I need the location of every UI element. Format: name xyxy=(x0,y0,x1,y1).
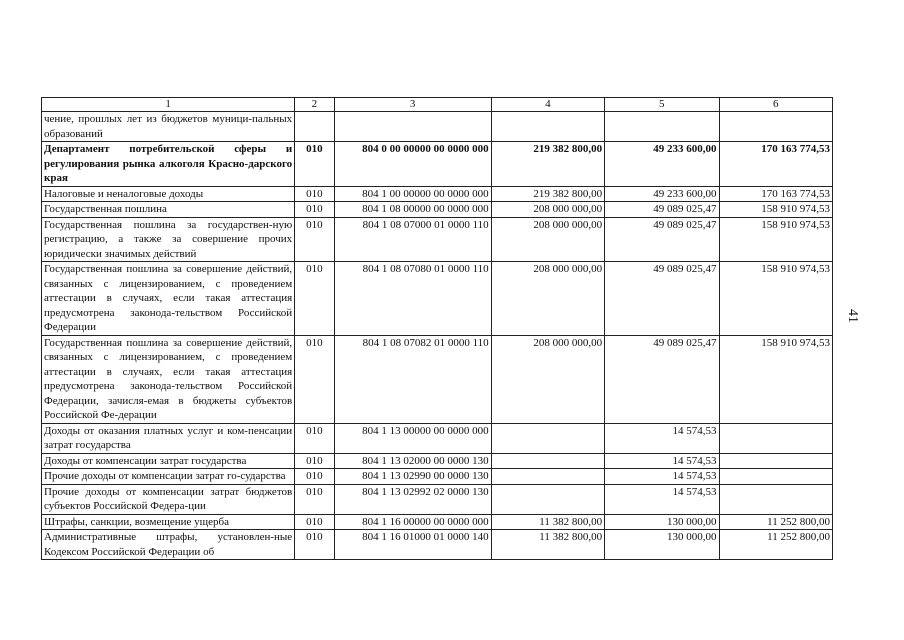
row-plan-cell xyxy=(491,453,604,469)
row-remaining-cell xyxy=(719,112,832,142)
row-code-cell: 010 xyxy=(295,335,334,423)
header-col-2: 2 xyxy=(295,98,334,112)
header-col-3: 3 xyxy=(334,98,491,112)
page-number: 41 xyxy=(845,309,860,323)
row-code-cell: 010 xyxy=(295,453,334,469)
row-code-cell: 010 xyxy=(295,484,334,514)
row-code-cell: 010 xyxy=(295,262,334,336)
row-code-cell: 010 xyxy=(295,142,334,187)
row-executed-cell: 14 574,53 xyxy=(605,453,719,469)
table-row xyxy=(42,142,833,187)
row-plan-cell: 208 000 000,00 xyxy=(491,335,604,423)
row-kbk-cell: 804 1 16 00000 00 0000 000 xyxy=(334,514,491,530)
table-row xyxy=(42,530,833,560)
row-remaining-cell xyxy=(719,469,832,485)
row-plan-cell: 208 000 000,00 xyxy=(491,202,604,218)
row-plan-cell: 11 382 800,00 xyxy=(491,530,604,560)
row-plan-cell: 208 000 000,00 xyxy=(491,262,604,336)
row-remaining-cell: 158 910 974,53 xyxy=(719,335,832,423)
row-executed-cell: 14 574,53 xyxy=(605,423,719,453)
row-executed-cell: 49 233 600,00 xyxy=(605,186,719,202)
table-row xyxy=(42,335,833,423)
row-name-cell: Прочие доходы от компенсации затрат го-сударства xyxy=(42,469,295,485)
table-header-row xyxy=(42,98,833,112)
row-code-cell xyxy=(295,112,334,142)
row-kbk-cell: 804 1 13 00000 00 0000 000 xyxy=(334,423,491,453)
row-kbk-cell: 804 1 13 02000 00 0000 130 xyxy=(334,453,491,469)
table-row xyxy=(42,262,833,336)
row-kbk-cell: 804 1 00 00000 00 0000 000 xyxy=(334,186,491,202)
row-remaining-cell: 158 910 974,53 xyxy=(719,202,832,218)
row-kbk-cell: 804 1 08 07000 01 0000 110 xyxy=(334,217,491,262)
row-code-cell: 010 xyxy=(295,530,334,560)
row-plan-cell: 219 382 800,00 xyxy=(491,142,604,187)
row-plan-cell xyxy=(491,469,604,485)
row-executed-cell: 14 574,53 xyxy=(605,484,719,514)
row-name-cell: Государственная пошлина за совершение действий, связанных с лицензированием, с проведением аттестации в случаях, если такая аттестация предусмотрена законода-тельством Российской Федерации xyxy=(42,262,295,336)
row-executed-cell: 14 574,53 xyxy=(605,469,719,485)
table-row xyxy=(42,514,833,530)
row-kbk-cell: 804 1 08 07082 01 0000 110 xyxy=(334,335,491,423)
row-remaining-cell: 158 910 974,53 xyxy=(719,217,832,262)
row-code-cell: 010 xyxy=(295,423,334,453)
row-code-cell: 010 xyxy=(295,469,334,485)
row-executed-cell xyxy=(605,112,719,142)
row-remaining-cell: 11 252 800,00 xyxy=(719,514,832,530)
row-name-cell: Доходы от оказания платных услуг и ком-пенсации затрат государства xyxy=(42,423,295,453)
row-remaining-cell: 11 252 800,00 xyxy=(719,530,832,560)
table-row xyxy=(42,453,833,469)
row-kbk-cell: 804 1 08 00000 00 0000 000 xyxy=(334,202,491,218)
table-body xyxy=(42,112,833,560)
row-kbk-cell: 804 1 08 07080 01 0000 110 xyxy=(334,262,491,336)
row-plan-cell: 208 000 000,00 xyxy=(491,217,604,262)
row-plan-cell xyxy=(491,112,604,142)
header-col-6: 6 xyxy=(719,98,832,112)
row-kbk-cell: 804 1 13 02990 00 0000 130 xyxy=(334,469,491,485)
row-kbk-cell: 804 0 00 00000 00 0000 000 xyxy=(334,142,491,187)
table-row xyxy=(42,469,833,485)
row-name-cell: Государственная пошлина xyxy=(42,202,295,218)
table-row xyxy=(42,217,833,262)
row-kbk-cell: 804 1 13 02992 02 0000 130 xyxy=(334,484,491,514)
row-remaining-cell xyxy=(719,423,832,453)
header-col-1: 1 xyxy=(42,98,295,112)
row-executed-cell: 49 089 025,47 xyxy=(605,202,719,218)
row-code-cell: 010 xyxy=(295,217,334,262)
row-executed-cell: 49 233 600,00 xyxy=(605,142,719,187)
row-executed-cell: 130 000,00 xyxy=(605,530,719,560)
row-plan-cell xyxy=(491,423,604,453)
row-executed-cell: 49 089 025,47 xyxy=(605,335,719,423)
row-plan-cell: 219 382 800,00 xyxy=(491,186,604,202)
row-remaining-cell xyxy=(719,453,832,469)
row-name-cell: Государственная пошлина за совершение действий, связанных с лицензированием, с проведением аттестации в случаях, если такая аттестация предусмотрена законода-тельством Российской Федерации, зачисля-емая в бюджеты субъектов Российской Фе-дерации xyxy=(42,335,295,423)
row-code-cell: 010 xyxy=(295,186,334,202)
row-remaining-cell: 170 163 774,53 xyxy=(719,142,832,187)
row-name-cell: Государственная пошлина за государствен-ную регистрацию, а также за совершение прочих юридически значимых действий xyxy=(42,217,295,262)
row-code-cell: 010 xyxy=(295,514,334,530)
row-remaining-cell xyxy=(719,484,832,514)
row-plan-cell: 11 382 800,00 xyxy=(491,514,604,530)
row-remaining-cell: 170 163 774,53 xyxy=(719,186,832,202)
row-name-cell: Административные штрафы, установлен-ные Кодексом Российской Федерации об xyxy=(42,530,295,560)
table-row xyxy=(42,112,833,142)
row-name-cell: Доходы от компенсации затрат государства xyxy=(42,453,295,469)
row-name-cell: чение, прошлых лет из бюджетов муници-пальных образований xyxy=(42,112,295,142)
row-executed-cell: 130 000,00 xyxy=(605,514,719,530)
row-executed-cell: 49 089 025,47 xyxy=(605,262,719,336)
header-col-4: 4 xyxy=(491,98,604,112)
table-row xyxy=(42,186,833,202)
table-row xyxy=(42,423,833,453)
row-name-cell: Штрафы, санкции, возмещение ущерба xyxy=(42,514,295,530)
row-name-cell: Департамент потребительской сферы и регулирования рынка алкоголя Красно-дарского края xyxy=(42,142,295,187)
table-row xyxy=(42,202,833,218)
row-code-cell: 010 xyxy=(295,202,334,218)
budget-revenue-table xyxy=(41,97,833,560)
row-kbk-cell xyxy=(334,112,491,142)
row-name-cell: Прочие доходы от компенсации затрат бюджетов субъектов Российской Федера-ции xyxy=(42,484,295,514)
header-col-5: 5 xyxy=(605,98,719,112)
row-name-cell: Налоговые и неналоговые доходы xyxy=(42,186,295,202)
row-plan-cell xyxy=(491,484,604,514)
row-executed-cell: 49 089 025,47 xyxy=(605,217,719,262)
table-row xyxy=(42,484,833,514)
row-kbk-cell: 804 1 16 01000 01 0000 140 xyxy=(334,530,491,560)
row-remaining-cell: 158 910 974,53 xyxy=(719,262,832,336)
